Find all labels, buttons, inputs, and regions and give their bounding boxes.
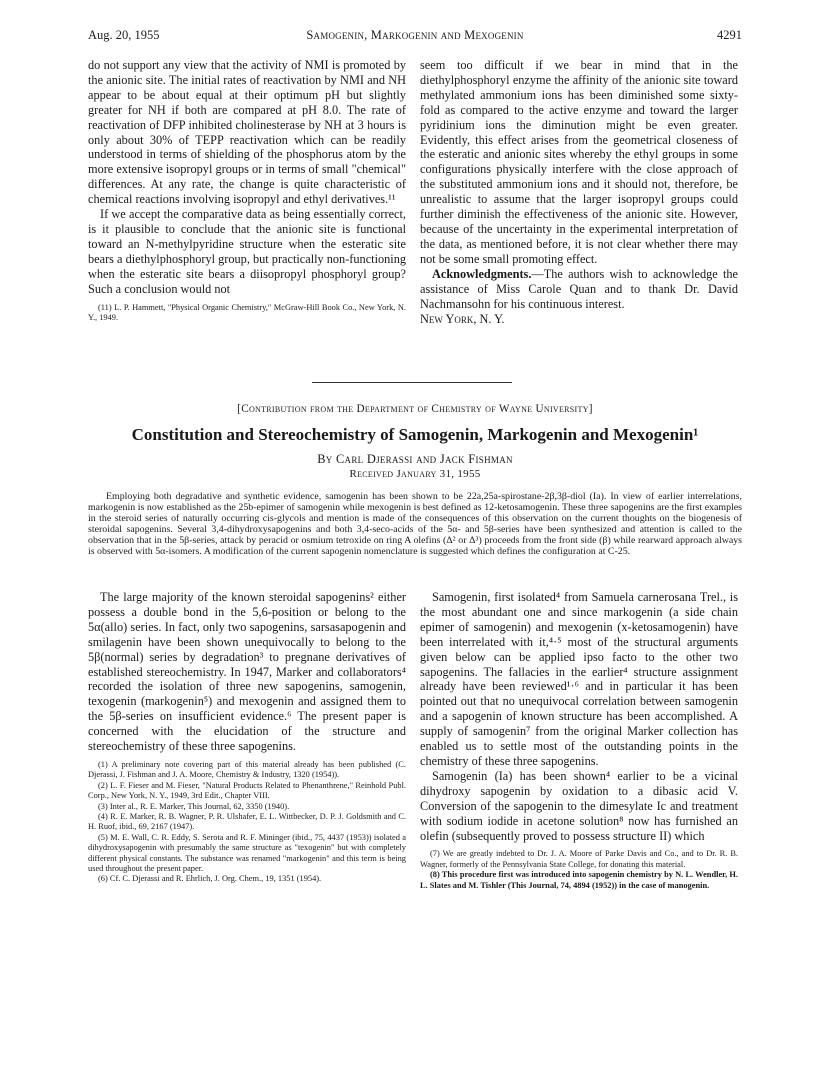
footnote: (8) This procedure first was introduced into sapogenin chemistry by N. L. Wendler, H. L. Slates and M. Tishler (This Journal, 74, 4894 (1952)) in the case of manogenin. xyxy=(420,870,738,890)
abstract: Employing both degradative and synthetic evidence, samogenin has been shown to be 22a,25a-spirostane-2β,3β-diol (Ia). In view of earlier interrelations, markogenin is now established as the 25b-epimer of samogenin while mexogenin is best defined as 12-ketosamogenin. These three sapogenins are the first examples in the steroid series of naturally occurring cis-glycols and mention is made of the consequences of this observation on the current thoughts on the biogenesis of steroidal sapogenins. Several 3,4-dihydroxysapogenins and both 3,4-seco-acids of the 5α- and 5β-series have been synthesized and attention is called to the observation that in the 5β-series, attack by peracid or osmium tetroxide on ring A olefins (Δ² or Δ³) proceeds from the front side (β) while rearward approach always is observed with 5α-isomers. A modification of the current sapogenin nomenclature is suggested which defines the configuration at C-25. xyxy=(88,491,742,558)
body-paragraph: do not support any view that the activity of NMI is promoted by the anionic site. The initial rates of reactivation by NMI and NH appear to be about equal at their optimum pH but slightly greater for NH if both are compared at pH 8.0. The rate of reactivation of DFP inhibited cholinesterase by NH at 3 hours is only about 30% of TEPP reactivation which can be readily understood in terms of shielding of the phosphorus atom by the more extensive isopropyl groups or in terms of small "chemical" differences. At any rate, the change is quite characteristic of chemical reactions involving isopropyl and ethyl derivatives.¹¹ xyxy=(88,58,406,207)
location: New York, N. Y. xyxy=(420,312,505,327)
acknowledgments xyxy=(420,267,738,312)
footnote-block xyxy=(88,303,406,324)
footnote: (1) A preliminary note covering part of this material already has been published (C. Djerassi, J. Fishman and J. A. Moore, Chemistry & Industry, 1320 (1954)). xyxy=(88,759,406,780)
footnote: (6) Cf. C. Djerassi and R. Ehrlich, J. Org. Chem., 19, 1351 (1954). xyxy=(98,874,322,884)
footnote: (5) M. E. Wall, C. R. Eddy, S. Serota and R. F. Mininger (ibid., 75, 4437 (1953)) isolated a dihydroxysapogenin with presumably the same structure as "texogenin" but with completely different physical constants. The substance was renamed "markogenin" and this term is being used throughout the present paper. xyxy=(88,832,406,874)
body-paragraph: seem too difficult if we bear in mind that in the diethylphosphoryl enzyme the affinity of the anionic site toward methylated ammonium ions has been diminished some sixty-fold as compared to the active enzyme and toward the larger pyridinium ions the diminution might be even greater. Evidently, this effect arises from the geometrical closeness of the esteratic and anionic sites whereby the ethyl groups in some configurations physically interfere with the close approach of the substituted ammonium ions and it should not, therefore, be unrealistic to assume that the larger isopropyl groups could further diminish the effectiveness of the anionic site. However, because of the uncertainty in the experimental interpretation of the data, as mentioned before, it is not clear whether there may not be some small promoting effect. xyxy=(420,58,738,266)
running-head xyxy=(88,28,742,46)
section-divider xyxy=(312,382,512,383)
footnote: (2) L. F. Fieser and M. Fieser, "Natural Products Related to Phenanthrene," Reinhold Publ. Corp., New York, N. Y., 1949, 3rd Edit., Chapter VIII. xyxy=(88,780,406,801)
header-date: Aug. 20, 1955 xyxy=(88,28,160,42)
ack-heading: Acknowledgments. xyxy=(432,266,532,281)
body-paragraph: If we accept the comparative data as being essentially correct, is it plausible to conclude that the anionic site is functional toward an N-methylpyridine structure when the esteratic site bears a diethylphosphoryl group, but practically non-functioning when the esteratic site bears a diisopropyl phosphoryl group? Such a conclusion would not xyxy=(88,207,406,296)
body-paragraph: The large majority of the known steroidal sapogenins² either possess a double bond in the 5,6-position or belong to the 5α(allo) series. In fact, only two sapogenins, sarsasapogenin and smilagenin have been shown unequivocally to belong to the 5β(normal) series by degradation³ to pregnane derivatives of established stereochemistry. In 1947, Marker and collaborators⁴ recorded the isolation of three new sapogenins, samogenin, texogenin (markogenin⁵) and mexogenin and assigned them to the 5β-series on insufficient evidence.⁶ The present paper is concerned with the elucidation of the structure and stereochemistry of these three sapogenins. xyxy=(88,590,406,754)
footnote: (7) We are greatly indebted to Dr. J. A. Moore of Parke Davis and Co., and to Dr. R. B. Wagner, formerly of the Pennsylvania State College, for donating this material. xyxy=(420,849,738,869)
footnote: (4) R. E. Marker, R. B. Wagner, P. R. Ulshafer, E. L. Wittbecker, D. P. J. Goldsmith and C. H. Ruof, ibid., 69, 2167 (1947). xyxy=(88,812,406,832)
ack-text: —The authors wish to acknowledge the assistance of Miss Carole Quan and to thank Dr. David Nachmansohn for his continuous interest. xyxy=(420,266,738,311)
running-title: Samogenin, Markogenin and Mexogenin xyxy=(306,28,524,42)
received-date: Received January 31, 1955 xyxy=(349,468,481,480)
contribution-line: [Contribution from the Department of Chemistry of Wayne University] xyxy=(237,403,593,415)
top-right-column xyxy=(420,58,738,327)
footnote: (11) L. P. Hammett, "Physical Organic Chemistry," McGraw-Hill Book Co., New York, N. Y., 1949. xyxy=(88,302,406,322)
footnote-block xyxy=(88,760,406,885)
article-title: Constitution and Stereochemistry of Samogenin, Markogenin and Mexogenin¹ xyxy=(131,425,699,444)
body-paragraph: Samogenin, first isolated⁴ from Samuela carnerosana Trel., is the most abundant one and since markogenin (a side chain epimer of samogenin) and mexogenin (x-ketosamogenin) have been interrelated with it,⁴·⁵ most of the structural arguments given below can be applied ipso facto to the other two sapogenins. The fallacies in the earlier⁴ structure assignment already have been reviewed¹·⁶ and in particular it has been pointed out that no unequivocal correlation between samogenin and a sapogenin of known structure has been accomplished. A supply of samogenin⁷ from the original Marker collection has enabled us to settle most of the outstanding points in the chemistry of these three sapogenins. xyxy=(420,590,738,768)
bottom-right-column xyxy=(420,590,738,891)
footnote-block xyxy=(420,849,738,891)
body-paragraph: Samogenin (Ia) has been shown⁴ earlier to be a vicinal dihydroxy sapogenin by oxidation to a dibasic acid V. Conversion of the sapogenin to the dimesylate Ic and treatment with sodium iodide in acetone solution⁸ now has furnished an olefin (subsequently proved to possess structure II) which xyxy=(420,768,738,843)
byline: By Carl Djerassi and Jack Fishman xyxy=(317,452,513,466)
bottom-left-column xyxy=(88,590,406,885)
top-left-column xyxy=(88,58,406,323)
page-number: 4291 xyxy=(717,28,742,42)
footnote: (3) Inter al., R. E. Marker, This Journal, 62, 3350 (1940). xyxy=(98,801,290,811)
